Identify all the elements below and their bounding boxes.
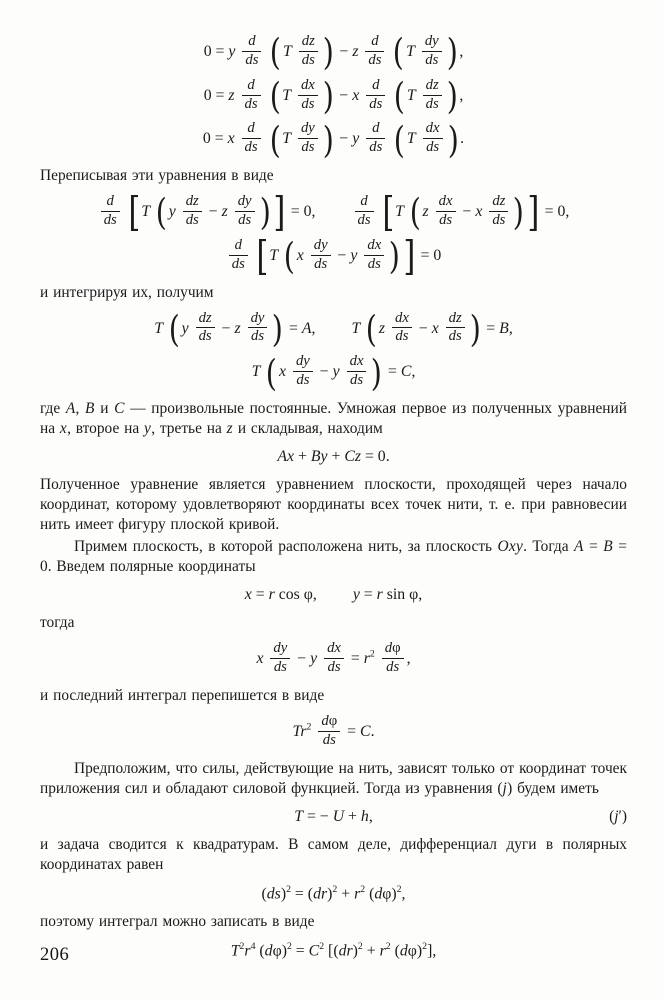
equation-row-derivatives bbox=[40, 232, 627, 280]
equation-integral-B: T ( z $\frac{dx}{ds}$ − x $\frac{dz}{ds}$ ) = B, bbox=[351, 307, 513, 351]
paragraph-suppose-forces: Предположим, что силы, действующие на нить, зависят только от координат точек приложения сил и обладают силовой функцией. Тогда из уравнения (j) будем иметь bbox=[40, 759, 627, 797]
equation-row-derivatives bbox=[40, 188, 627, 236]
page-number: 206 bbox=[40, 945, 70, 965]
equation-row-potential bbox=[40, 808, 627, 826]
equation-row-areas bbox=[40, 712, 627, 750]
equation-integral-C: T ( x $\frac{dy}{ds}$ − y $\frac{dx}{ds}$ ) = C, bbox=[251, 351, 416, 394]
equation-polar-y: y = r sin φ, bbox=[352, 586, 423, 604]
paragraph-last-integral: и последний интеграл перепишется в виде bbox=[40, 686, 325, 704]
paragraph-quadrature: и задача сводится к квадратурам. В самом деле, дифференциал дуги в полярных координатах равен bbox=[40, 835, 627, 873]
equation-tag-j-prime: (j′) bbox=[609, 807, 627, 825]
equation-derivative-x: $\frac{d}{ds}$ [T ( y $\frac{dz}{ds}$ − z $\frac{dy}{ds}$ )] = 0, bbox=[98, 195, 316, 230]
equation-moment-z: 0 = x $\frac{d}{ds}$ ( T $\frac{dy}{ds}$ ) − y $\frac{d}{ds}$ ( T $\frac{dx}{ds}$ ) . bbox=[202, 118, 465, 161]
equation-row-final bbox=[40, 941, 627, 960]
equation-row-integrals bbox=[40, 351, 627, 394]
paragraph-therefore: поэтому интеграл можно записать в виде bbox=[40, 912, 315, 930]
equation-row-polar bbox=[40, 586, 627, 604]
equation-areas-integral: Tr$^2$ $\frac{d\varphi}{ds}$ = C. bbox=[292, 712, 375, 748]
paragraph-rewrite: Переписывая эти уравнения в виде bbox=[40, 167, 274, 185]
equation-moment-x: 0 = y $\frac{d}{ds}$ ( T $\frac{dz}{ds}$ ) − z $\frac{d}{ds}$ ( T $\frac{dy}{ds}$ ) , bbox=[203, 30, 464, 74]
equation-row-moments bbox=[40, 118, 627, 161]
equation-row-integrals bbox=[40, 307, 627, 351]
equation-row-plane bbox=[40, 448, 627, 466]
equation-derivative-y: $\frac{d}{ds}$ [T ( z $\frac{dx}{ds}$ − x $\frac{dz}{ds}$ )] = 0, bbox=[352, 195, 570, 230]
equation-moment-y: 0 = z $\frac{d}{ds}$ ( T $\frac{dx}{ds}$ ) − x $\frac{d}{ds}$ ( T $\frac{dz}{ds}$ ) , bbox=[203, 74, 464, 118]
equation-derivative-z: $\frac{d}{ds}$ [T ( x $\frac{dy}{ds}$ − y $\frac{dx}{ds}$ )] = 0 bbox=[226, 239, 442, 274]
paragraph-plane-conclusion: Полученное уравнение является уравнением плоскости, проходящей через начало координат, которому удовлетворяют координаты всех точек нити, т. е. при равновесии нить имеет фигуру плоской кривой. bbox=[40, 476, 627, 534]
equation-plane: Ax + By + Cz = 0. bbox=[277, 448, 390, 466]
paragraph-integrate: и интегрируя их, получим bbox=[40, 283, 214, 301]
equation-integral-A: T ( y $\frac{dz}{ds}$ − z $\frac{dy}{ds}$ ) = A, bbox=[154, 307, 316, 351]
paragraph-polar-intro: Примем плоскость, в которой расположена нить, за плоскость Oxy. Тогда A = B = 0. Введем полярные координаты bbox=[40, 538, 627, 576]
equation-polar-moment: x $\frac{dy}{ds}$ − y $\frac{dx}{ds}$ = $r^2$ $\frac{d\varphi}{ds}$ , bbox=[256, 640, 411, 676]
equation-row-polar-moment bbox=[40, 642, 627, 677]
equation-row-arc bbox=[40, 884, 627, 903]
paragraph-then: тогда bbox=[40, 614, 75, 632]
equation-potential: T = − U + h, bbox=[294, 807, 373, 825]
paragraph-where-constants: где A, B и C — произвольные постоянные. Умножая первое из полученных уравнений на x, второе на y, третье на z и складывая, находим bbox=[40, 400, 627, 438]
equation-row-moments bbox=[40, 30, 627, 74]
equation-arc-element: $(ds)^2 = (dr)^2 + r^2$ $(d\varphi)^2$, bbox=[261, 883, 406, 902]
equation-polar-x: x = r cos φ, bbox=[244, 586, 317, 604]
equation-row-moments bbox=[40, 74, 627, 118]
equation-final: $T^2r^4$ $(d\varphi)^2 = C^2$ [$(dr)^2 + r^2$ $(d\varphi)^2$], bbox=[230, 940, 437, 960]
